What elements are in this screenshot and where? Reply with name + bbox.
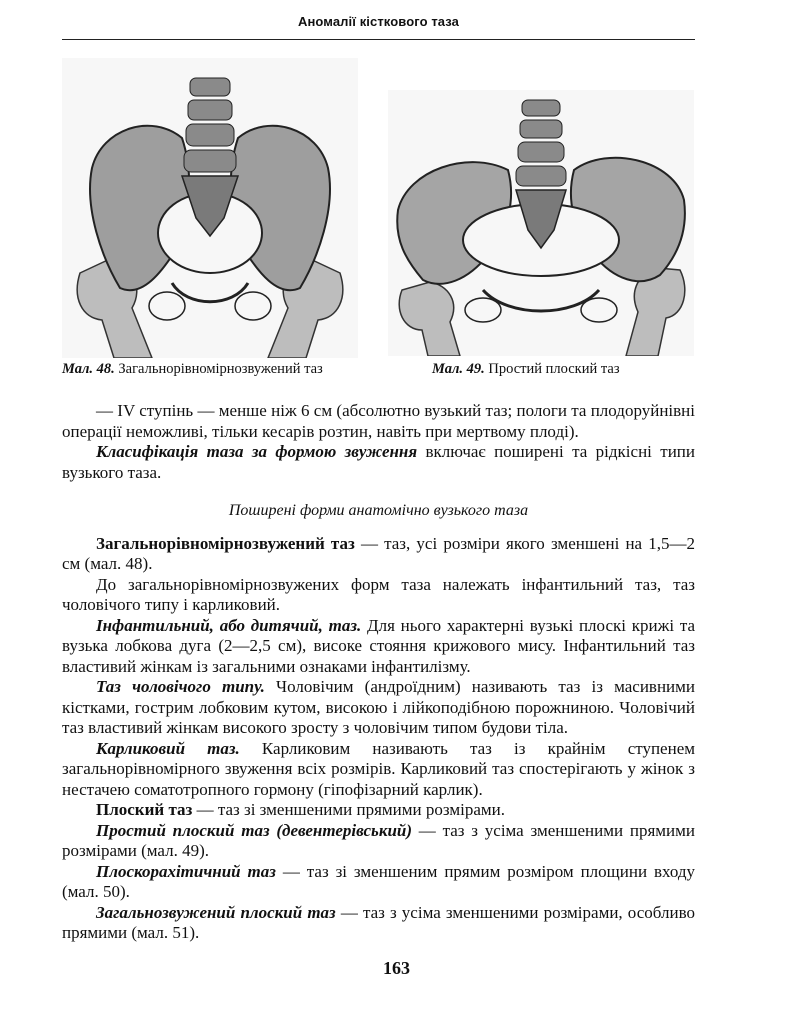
figure-49-pelvis-illustration (388, 90, 694, 356)
figure-48-caption (62, 361, 323, 378)
figure-49-caption-text: Простий плоский таз (488, 361, 620, 377)
paragraph-simple-flat (62, 821, 695, 862)
pelvis-drawing-48 (62, 58, 358, 358)
paragraph-iv-degree: — IV ступінь — менше ніж 6 см (абсолютно вузький таз; пологи та плодоруйнівні операції неможливі, тільки кесарів розтин, навіть при мертвому плоді). (62, 401, 695, 441)
paragraph-rachitic-text: — таз зі зменшеним прямим розміром площини входу (мал. 50). (62, 861, 695, 901)
paragraph-simple-flat-text: — таз з усіма зменшеними прямими розмірами (мал. 49). (62, 820, 695, 860)
paragraph-classification-text: включає поширені та рідкісні типи вузького таза. (62, 442, 695, 482)
paragraph-infantile (62, 616, 695, 678)
term-rachitic: Плоскорахітичний таз (96, 861, 276, 881)
term-infantile: Інфантильний, або дитячий, таз. (96, 615, 362, 635)
paragraph-flat (62, 800, 695, 821)
page-number: 163 (383, 958, 410, 978)
term-simple-flat: Простий плоский таз (девентерівський) (96, 820, 413, 840)
paragraph-uniform-narrow-text: — таз, усі розміри якого зменшені на 1,5—2 см (мал. 48). (62, 533, 695, 573)
paragraph-general-flat-text: — таз з усіма зменшеними розмірами, особливо прямими (мал. 51). (62, 902, 695, 942)
term-general-flat: Загальнозвужений плоский таз (96, 902, 336, 922)
paragraph-dwarf (62, 739, 695, 801)
paragraph-uniform-narrow (62, 534, 695, 575)
paragraph-dwarf-text: Карликовим називають таз із крайнім ступенем загальнорівномірного звуження всіх розмірів. Карликовий таз спостерігають у жінок з нестачею соматотропного гормону (гіпофізарний карлик). (62, 738, 695, 799)
paragraph-rachitic (62, 862, 695, 903)
figure-48-pelvis-illustration (62, 58, 358, 358)
section-subheading: Поширені форми анатомічно вузького таза (228, 502, 529, 519)
paragraph-uniform-forms: До загальнорівномірнозвужених форм таза належать інфантильний таз, таз чоловічого типу і карликовий. (62, 574, 695, 614)
term-male-type: Таз чоловічого типу. (96, 677, 265, 696)
body-text (62, 401, 695, 944)
paragraph-male-type-text: Чоловічим (андроїдним) називають таз із масивними кістками, гострим лобковим кутом, високою і лійкоподібною порожниною. Чоловічий таз властивий жінкам високого зросту з чоловічим типом будови тіла. (62, 677, 695, 737)
figure-48-number: Мал. 48. (62, 361, 115, 377)
figure-49-number: Мал. 49. (432, 361, 485, 377)
paragraph-classification (62, 442, 695, 483)
term-uniform-narrow: Загальнорівномірнозвужений таз (96, 533, 355, 553)
paragraph-infantile-text: Для нього характерні вузькі плоскі крижі та вузька лобкова дуга (2—2,5 см), високе стояння крижового мису. Інфантильний таз властивий жінкам із загальними ознаками інфантилізму. (62, 615, 696, 676)
term-dwarf: Карликовий таз. (96, 738, 240, 758)
pelvis-drawing-49 (388, 90, 694, 356)
header-rule (62, 39, 695, 40)
paragraph-general-flat (62, 903, 695, 944)
running-header: Аномалії кісткового таза (297, 14, 460, 29)
term-classification: Класифікація таза за формою звуження (96, 442, 418, 461)
figure-49-caption (432, 361, 620, 378)
figure-48-caption-text: Загальнорівномірнозвужений таз (118, 361, 323, 377)
term-flat: Плоский таз (96, 800, 193, 819)
paragraph-male-type (62, 677, 695, 739)
paragraph-flat-text: — таз зі зменшеними прямими розмірами. (192, 800, 505, 819)
